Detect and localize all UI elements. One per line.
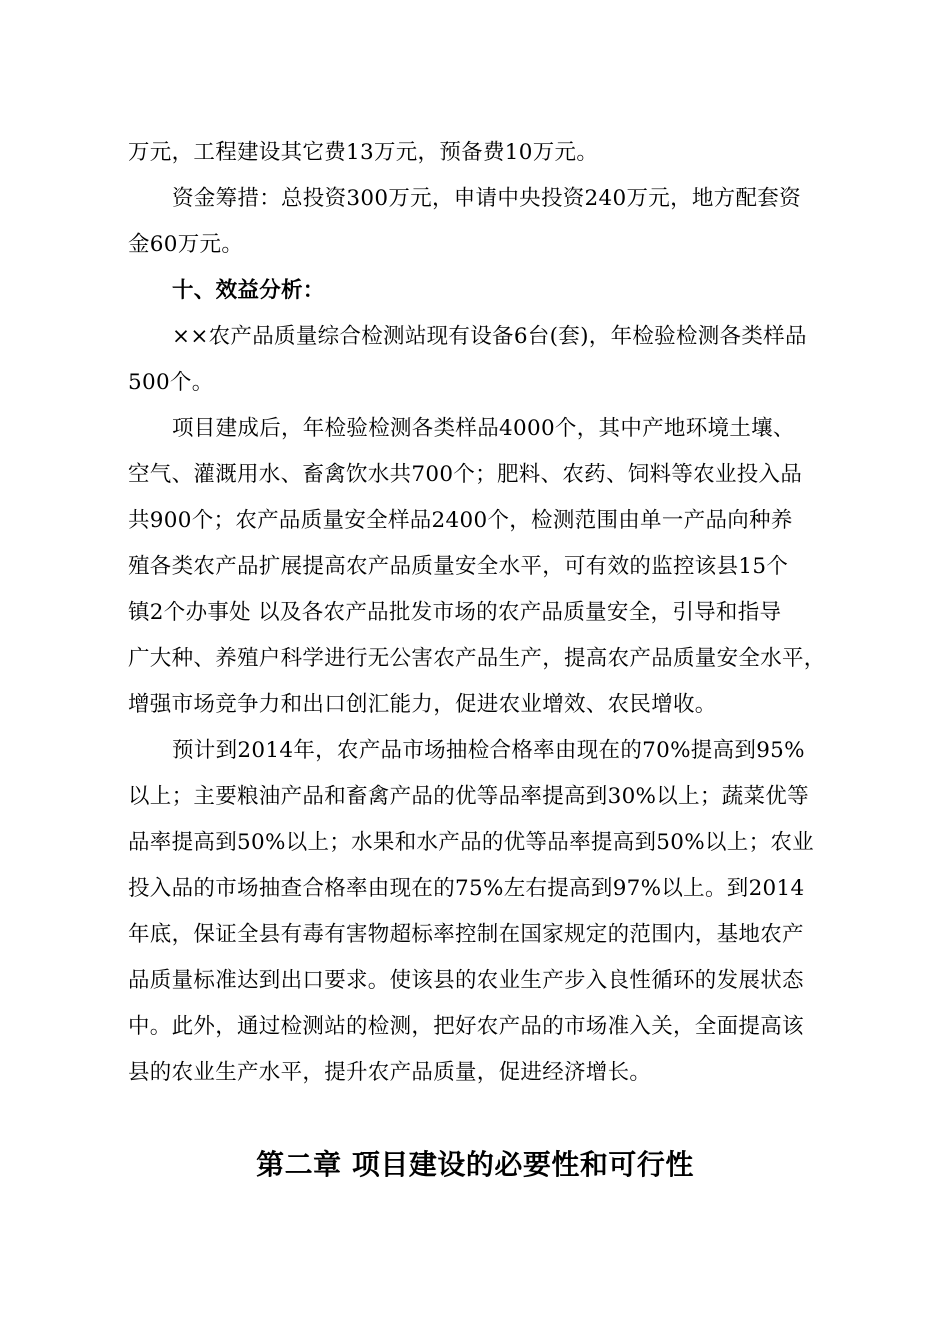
text-line: ××农产品质量综合检测站现有设备6台(套)，年检验检测各类样品 xyxy=(172,324,807,349)
text-line: 预计到2014年，农产品市场抽检合格率由现在的70%提高到95% xyxy=(172,738,805,763)
text-line: 资金筹措：总投资300万元，申请中央投资240万元，地方配套资 xyxy=(172,186,801,211)
text-line: 空气、灌溉用水、畜禽饮水共700个；肥料、农药、饲料等农业投入品 xyxy=(128,462,803,487)
text-line: 县的农业生产水平，提升农产品质量，促进经济增长。 xyxy=(128,1060,652,1085)
text-line: 万元，工程建设其它费13万元，预备费10万元。 xyxy=(128,140,599,165)
text-line: 品质量标准达到出口要求。使该县的农业生产步入良性循环的发展状态 xyxy=(128,968,804,993)
text-line: 品率提高到50%以上；水果和水产品的优等品率提高到50%以上；农业 xyxy=(128,830,814,855)
text-line: 金60万元。 xyxy=(128,232,244,257)
text-line: 项目建成后，年检验检测各类样品4000个，其中产地环境土壤、 xyxy=(172,416,795,441)
chapter-heading: 第二章 项目建设的必要性和可行性 xyxy=(256,1148,694,1181)
text-line: 广大种、养殖户科学进行无公害农产品生产，提高农产品质量安全水平， xyxy=(128,646,826,671)
text-line: 500个。 xyxy=(128,370,214,395)
text-line: 以上；主要粮油产品和畜禽产品的优等品率提高到30%以上；蔬菜优等 xyxy=(128,784,809,809)
text-line: 殖各类农产品扩展提高农产品质量安全水平，可有效的监控该县15个 xyxy=(128,554,789,579)
text-line: 中。此外，通过检测站的检测，把好农产品的市场准入关，全面提高该 xyxy=(128,1014,804,1039)
section-heading: 十、效益分析： xyxy=(172,278,325,303)
text-line: 投入品的市场抽查合格率由现在的75%左右提高到97%以上。到2014 xyxy=(128,876,805,901)
text-line: 增强市场竞争力和出口创汇能力，促进农业增效、农民增收。 xyxy=(128,692,717,717)
text-line: 镇2个办事处 以及各农产品批发市场的农产品质量安全，引导和指导 xyxy=(128,600,782,625)
text-line: 年底，保证全县有毒有害物超标率控制在国家规定的范围内，基地农产 xyxy=(128,922,804,947)
text-line: 共900个；农产品质量安全样品2400个，检测范围由单一产品向种养 xyxy=(128,508,793,533)
